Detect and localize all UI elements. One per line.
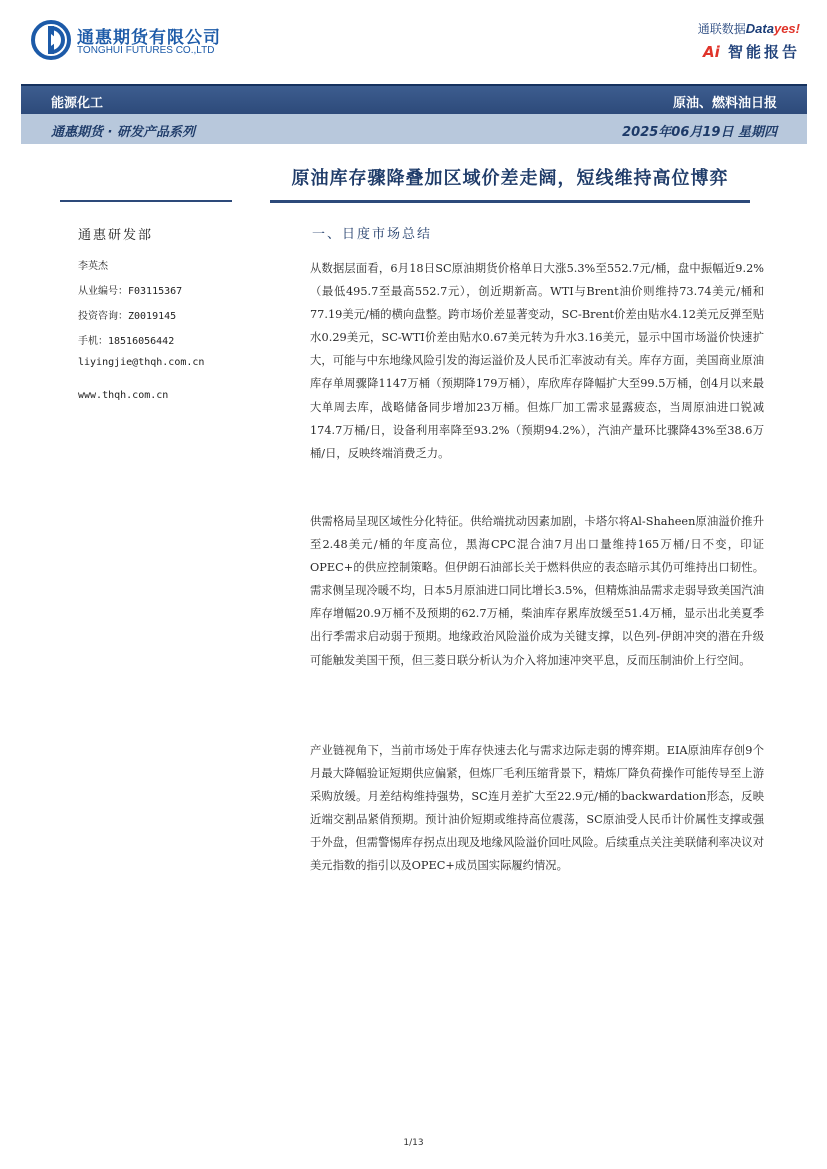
series-band <box>21 114 807 144</box>
website-link[interactable]: www.thqh.com.cn <box>78 390 169 401</box>
datayes-brand: Data <box>745 21 774 36</box>
datayes-suffix: yes! <box>773 21 800 36</box>
paragraph-2: 供需格局呈现区域性分化特征。供给端扰动因素加剧，卡塔尔将Al-Shaheen原油溢价推升至2.48美元/桶的年度高位，黑海CPC混合油7月出口量维持165万桶/日不变，印证OPEC+的供应控制策略。但伊朗石油部长关于燃料供应的表态暗示其仍可维持出口韧性。需求侧呈现冷暖不均，日本5月原油进口同比增长3.5%，但精炼油品需求走弱导致美国汽油库存增幅20.9万桶不及预期的62.7万桶，柴油库存累库放缓至51.4万桶，显示出北美夏季出行季需求启动弱于预期。地缘政治风险溢价成为关键支撑，以色列-伊朗冲突的潜在升级可能触发美国干预，但三菱日联分析认为介入将加速冲突平息，反而压制油价上行空间。 <box>310 515 764 667</box>
datayes-logo <box>660 20 800 60</box>
advisory-number: 投资咨询：Z0019145 <box>78 311 177 322</box>
report-type: 原油、燃料油日报 <box>672 96 777 111</box>
company-name-en: TONGHUI FUTURES CO.,LTD <box>77 45 215 56</box>
page-number: 1/13 <box>403 1138 424 1148</box>
paragraph-3: 产业链视角下，当前市场处于库存快速去化与需求边际走弱的博弈期。EIA原油库存创9个月最大降幅验证短期供应偏紧，但炼厂毛利压缩背景下，精炼厂降负荷操作可能传导至上游采购放缓。月差结构维持强势，SC连月差扩大至22.9元/桶的backwardation形态，反映近端交割品紧俏预期。预计油价短期或维持高位震荡，SC原油受人民币计价属性支撑或强于外盘，但需警惕库存拐点出现及地缘风险溢价回吐风险。后续重点关注美联储利率决议对美元指数的指引以及OPEC+成员国实际履约情况。 <box>310 744 764 873</box>
email-link[interactable]: liyingjie@thqh.com.cn <box>78 357 205 368</box>
company-name-cn: 通惠期货有限公司 <box>77 28 221 48</box>
category-band <box>21 84 807 114</box>
ai-prefix: Ai <box>702 43 720 61</box>
company-logo <box>31 20 231 62</box>
analyst-sidebar <box>78 224 248 411</box>
ai-report-line <box>660 41 800 62</box>
report-date: 2025年06月19日 星期四 <box>622 125 777 140</box>
phone-number: 手机：18516056442 <box>78 336 175 347</box>
datayes-line <box>660 20 800 37</box>
section-title: 一、日度市场总结 <box>312 227 433 242</box>
series-label: 通惠期货 · 研发产品系列 <box>51 125 195 140</box>
paragraph-1: 从数据层面看，6月18日SC原油期货价格单日大涨5.3%至552.7元/桶，盘中振幅近9.2%（最低495.7至最高552.7元），创近期新高。WTI与Brent油价则维持73.74美元/桶和77.19美元/桶的横向盘整。跨市场价差显著变动，SC-Brent价差由贴水4.12美元反弹至贴水0.29美元，SC-WTI价差由贴水0.67美元转为升水3.16美元，显示中国市场溢价快速扩大，可能与中东地缘风险引发的海运溢价及人民币汇率波动有关。库存方面，美国商业原油库存单周骤降1147万桶（预期降179万桶），库欣库存降幅扩大至99.5万桶，创4月以来最大单周去库，战略储备同步增加23万桶。但炼厂加工需求显露疲态，当周原油进口锐减174.7万桶/日，设备利用率降至93.2%（预期94.2%），汽油产量环比骤降43%至38.6万桶/日，反映终端消费乏力。 <box>310 262 764 460</box>
ai-report-label: 智能报告 <box>727 43 800 61</box>
license-number: 从业编号：F03115367 <box>78 286 183 297</box>
title-divider <box>270 200 750 203</box>
category-label: 能源化工 <box>51 96 104 111</box>
department-name: 通惠研发部 <box>78 228 154 243</box>
sidebar-divider <box>60 200 232 202</box>
analyst-name: 李英杰 <box>78 261 108 272</box>
datayes-prefix: 通联数据 <box>697 22 746 36</box>
report-title: 原油库存骤降叠加区域价差走阔，短线维持高位博弈 <box>291 168 729 189</box>
company-logo-icon <box>31 20 71 60</box>
